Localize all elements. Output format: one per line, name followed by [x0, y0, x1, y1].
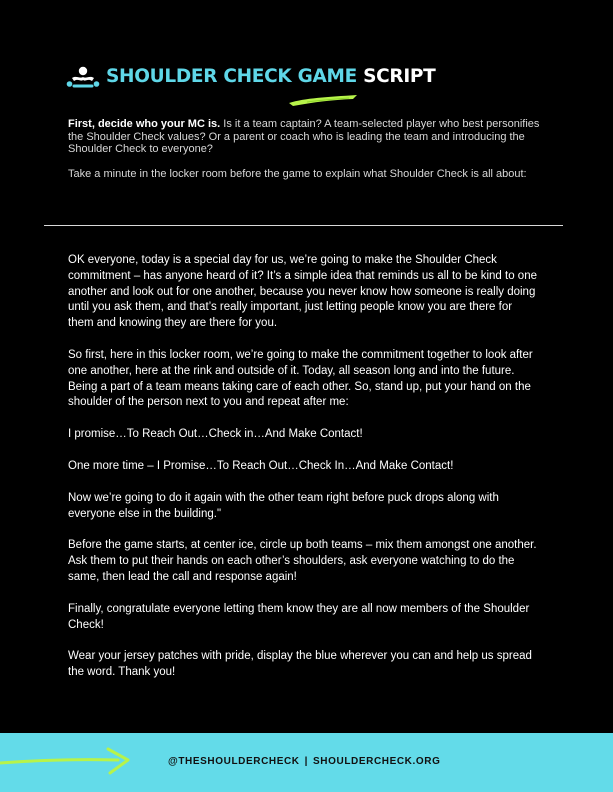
script-paragraph: Before the game starts, at center ice, circle up both teams – mix them amongst one another. Ask them to put their hands on each other’s shoulders, ask everyone watching to do the same, then lead the call and response again!	[68, 539, 537, 583]
arrow-right-icon	[0, 743, 135, 779]
script-paragraph: OK everyone, today is a special day for us, we’re going to make the Shoulder Check commitment – has anyone heard of it? It’s a simple idea that reminds us all to be kind to one another and look out for one another, because you never know how someone is really doing until you ask them, and that’s really important, just letting people know you are there for them and knowing they are there for you.	[68, 254, 537, 330]
intro-section	[68, 118, 548, 192]
script-paragraph: Finally, congratulate everyone letting them know they are all now members of the Shoulder Check!	[68, 602, 530, 631]
script-paragraph: One more time – I Promise…To Reach Out…Check In…And Make Contact!	[68, 459, 454, 472]
footer-band	[0, 733, 613, 792]
script-paragraph: Wear your jersey patches with pride, display the blue wherever you can and help us spread the word. Thank you!	[68, 650, 532, 679]
title-accent: SHOULDER CHECK GAME	[106, 66, 357, 87]
script-body	[68, 253, 538, 697]
divider	[44, 225, 563, 226]
social-handle-link[interactable]: @THESHOULDERCHECK	[168, 756, 300, 767]
footer-separator: |	[304, 756, 309, 767]
people-icon	[66, 66, 100, 88]
intro-bold-lead: First, decide who your MC is.	[68, 118, 221, 130]
script-paragraph: So first, here in this locker room, we’re going to make the commitment together to look after one another, here at the rink and outside of it. Today, all season long and into the future. Being a part of a team means taking care of each other. So, stand up, put your hand on the shoulder of the person next to you and repeat after me:	[68, 348, 533, 409]
intro-paragraph-2: Take a minute in the locker room before the game to explain what Shoulder Check is all about:	[68, 167, 527, 180]
website-link[interactable]: SHOULDERCHECK.ORG	[313, 756, 441, 767]
script-paragraph: Now we’re going to do it again with the other team right before puck drops along with everyone else in the building."	[68, 491, 499, 520]
footer-contact	[168, 756, 440, 767]
page-title	[106, 66, 436, 88]
intro-text: Is it a team captain? A team-selected player who best personifies the Shoulder Check values? Or a parent or coach who is leading the team and introducing the Shoulder Check to everyone?	[68, 118, 540, 156]
title-plain: SCRIPT	[363, 66, 436, 87]
brush-stroke-icon	[287, 93, 359, 107]
intro-paragraph-1	[68, 118, 548, 156]
script-paragraph: I promise…To Reach Out…Check in…And Make Contact!	[68, 428, 363, 441]
document-header	[66, 66, 436, 88]
